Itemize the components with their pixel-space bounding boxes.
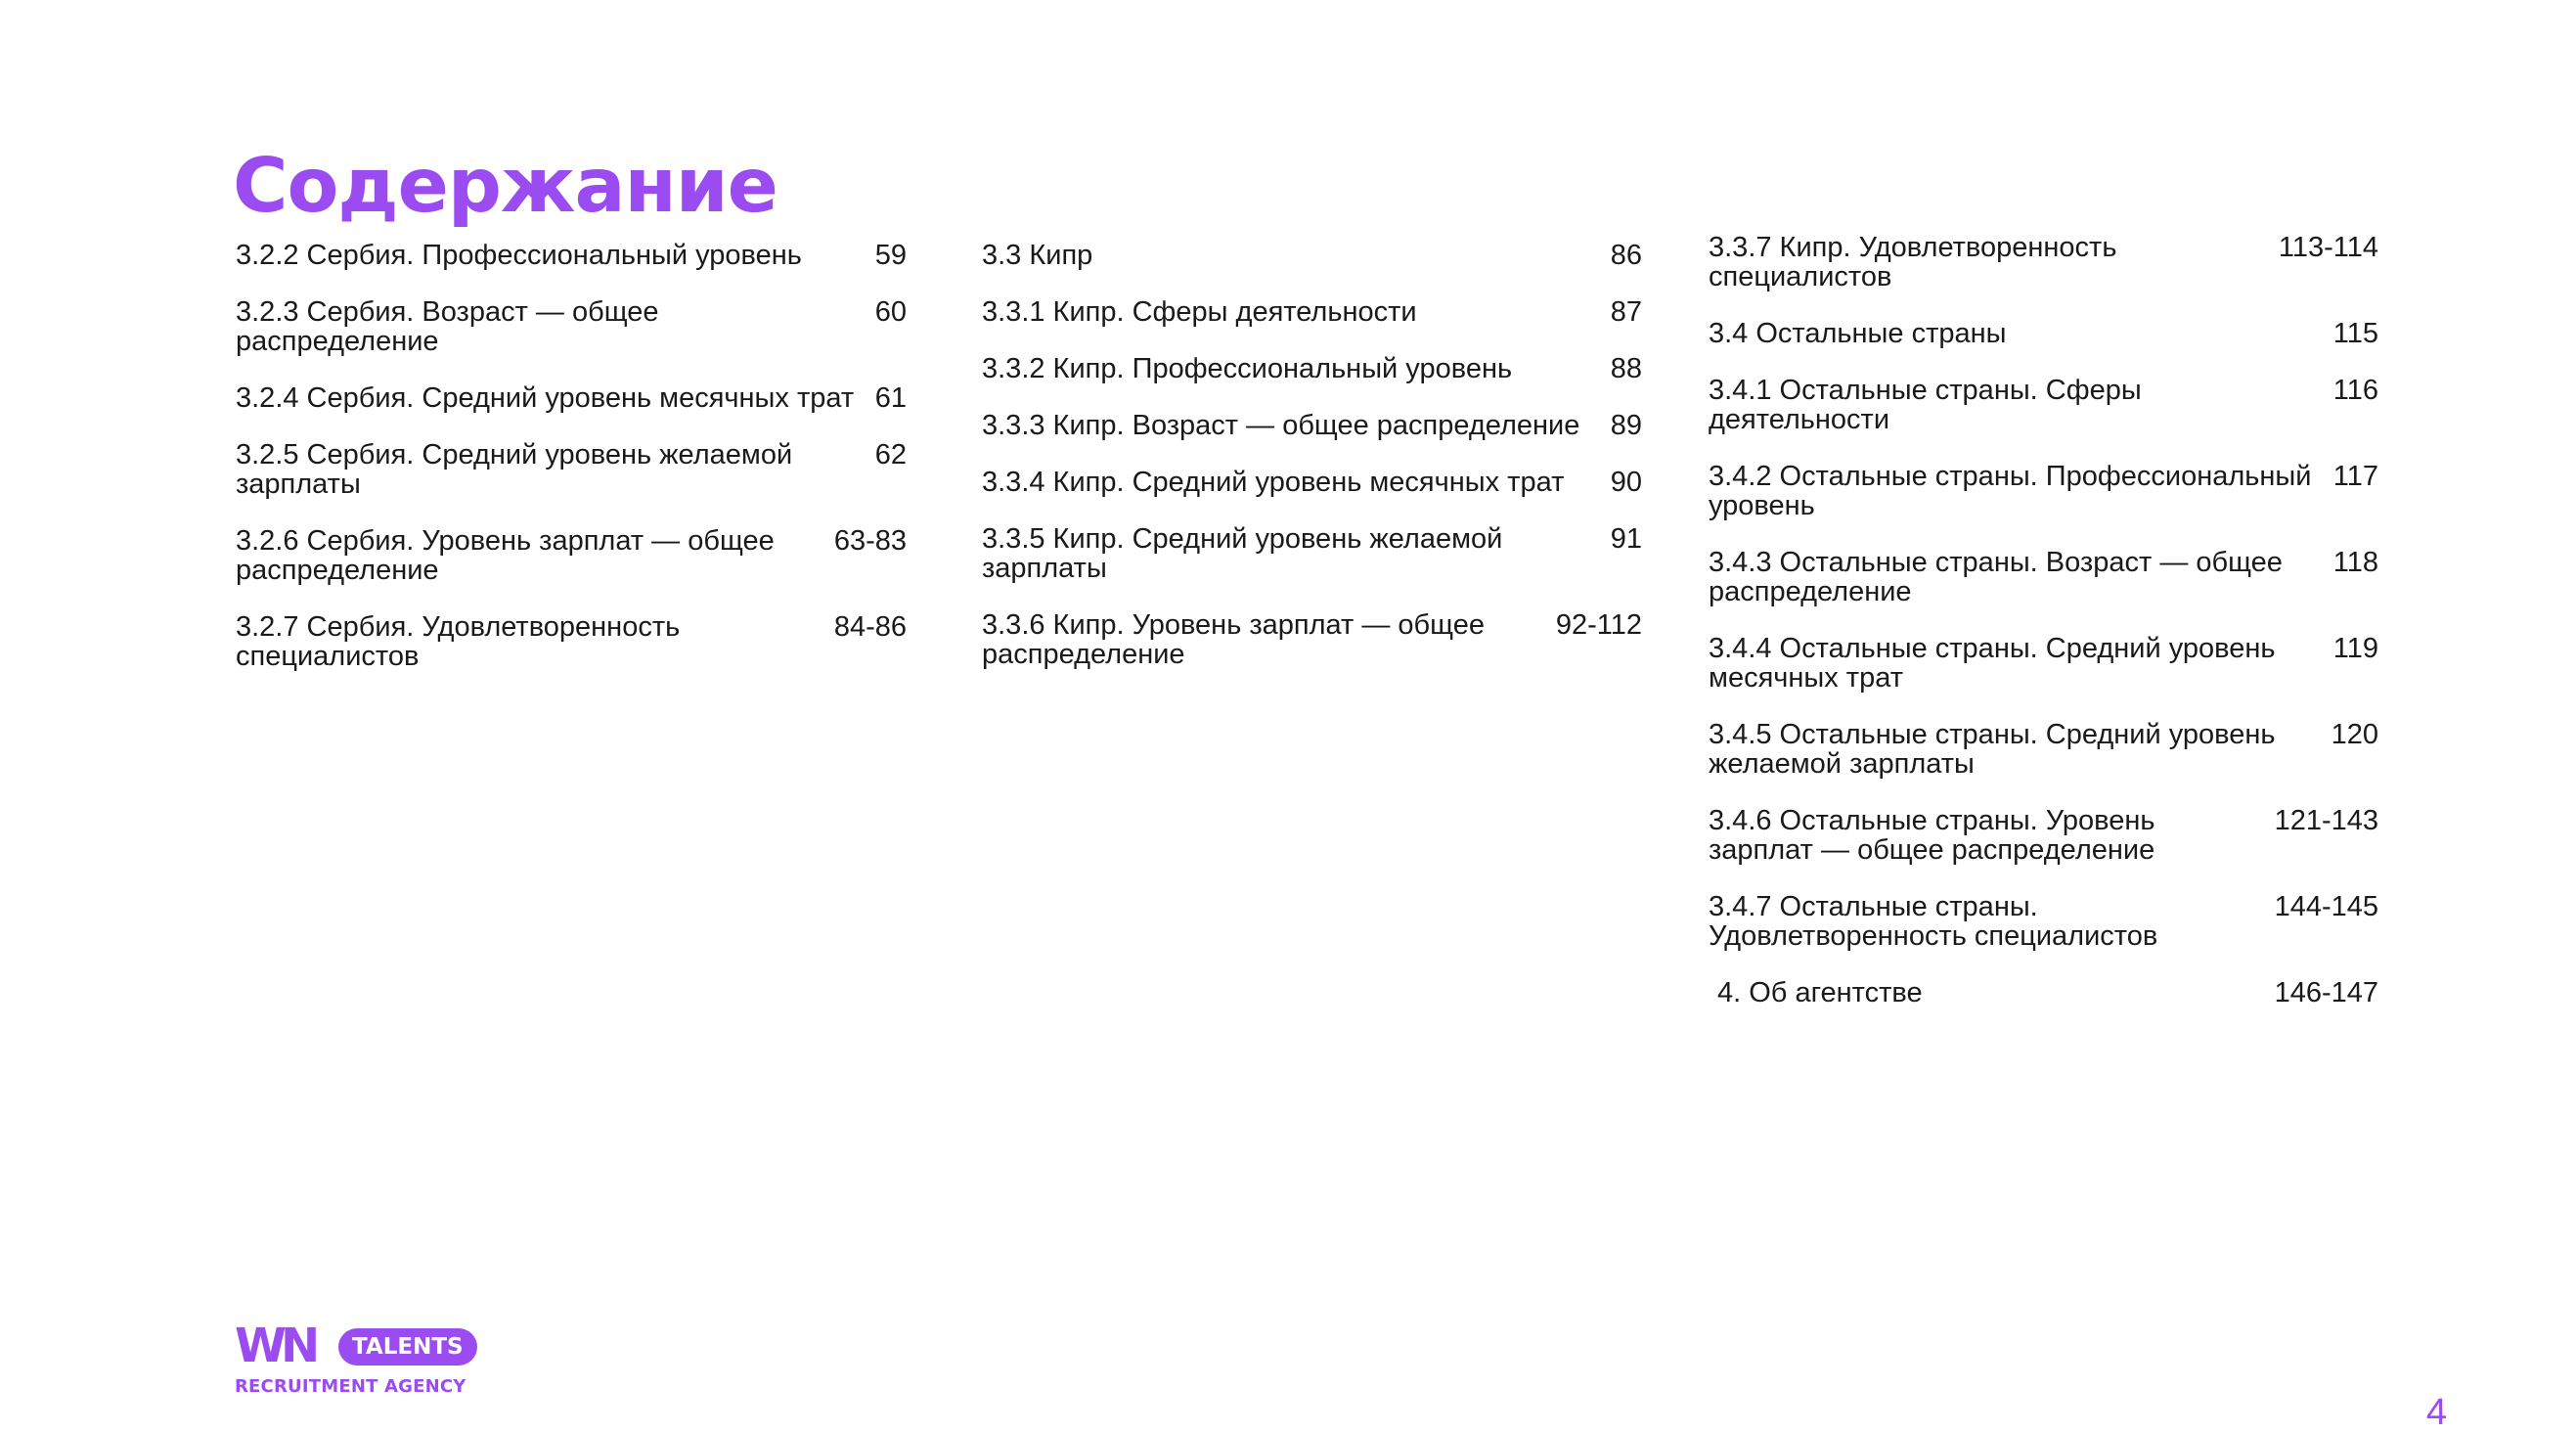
toc-entry-title: 3.4 Остальные страны (1709, 318, 2007, 349)
toc-entry[interactable] (236, 440, 907, 499)
logo-badge: TALENTS (338, 1328, 477, 1366)
toc-entry[interactable] (1709, 319, 2378, 348)
toc-entry-title: 3.4.4 Остальные страны. Средний уровень месячных трат (1709, 633, 2276, 694)
toc-entry-page: 120 (2331, 719, 2378, 750)
toc-column-1 (236, 241, 907, 671)
toc-entry[interactable] (236, 526, 907, 585)
toc-entry-page: 116 (2332, 375, 2378, 406)
toc-entry[interactable] (236, 241, 907, 270)
toc-entry[interactable] (982, 241, 1642, 270)
toc-entry[interactable] (982, 297, 1642, 327)
toc-entry[interactable] (236, 383, 907, 413)
toc-entry-title: 3.4.7 Остальные страны. Удовлетворенность специалистов (1709, 891, 2158, 952)
toc-entry-page: 89 (1610, 410, 1642, 441)
toc-entry-page: 146-147 (2274, 977, 2378, 1008)
toc-entry[interactable] (1709, 233, 2378, 291)
toc-entry-title: 3.4.3 Остальные страны. Возраст — общее распределение (1709, 547, 2283, 607)
toc-entry[interactable] (982, 524, 1642, 583)
company-logo (235, 1319, 489, 1401)
toc-entry[interactable] (1709, 892, 2378, 951)
page-title: Содержание (233, 142, 777, 230)
toc-entry-page: 84-86 (833, 611, 907, 643)
toc-entry-page: 117 (2332, 461, 2378, 492)
toc-entry[interactable] (982, 610, 1642, 669)
toc-entry-page: 113-114 (2278, 232, 2378, 263)
toc-entry-title: 3.3.1 Кипр. Сферы деятельности (982, 296, 1417, 328)
toc-entry-title: 3.4.2 Остальные страны. Профессиональный уровень (1709, 461, 2312, 521)
toc-entry-page: 87 (1610, 296, 1642, 328)
toc-entry[interactable] (1709, 462, 2378, 520)
toc-entry[interactable] (1709, 806, 2378, 865)
toc-entry-page: 62 (874, 439, 907, 470)
toc-entry-title: 3.2.4 Сербия. Средний уровень месячных трат (236, 382, 855, 414)
toc-entry[interactable] (1709, 548, 2378, 606)
toc-entry-title: 3.3.2 Кипр. Профессиональный уровень (982, 353, 1513, 384)
logo-mark: WN (235, 1319, 315, 1373)
toc-entry-title: 3.2.3 Сербия. Возраст — общее распределение (236, 296, 659, 357)
toc-entry-page: 118 (2332, 547, 2378, 578)
toc-entry-page: 119 (2332, 633, 2378, 664)
toc-entry-page: 86 (1610, 240, 1642, 271)
toc-entry-page: 61 (874, 382, 907, 414)
toc-column-3 (1709, 233, 2378, 1008)
toc-entry-title: 3.2.5 Сербия. Средний уровень желаемой зарплаты (236, 439, 793, 500)
logo-tagline: RECRUITMENT AGENCY (235, 1376, 466, 1397)
toc-entry-title: 3.2.7 Сербия. Удовлетворенность специалистов (236, 611, 681, 672)
toc-entry-title: 3.2.2 Сербия. Профессиональный уровень (236, 240, 802, 271)
toc-entry-page: 63-83 (833, 525, 907, 557)
toc-entry-page: 59 (874, 240, 907, 271)
toc-entry-page: 88 (1610, 353, 1642, 384)
toc-entry-title: 3.3.3 Кипр. Возраст — общее распределение (982, 410, 1580, 441)
toc-entry-page: 92-112 (1555, 609, 1642, 641)
toc-entry-page: 91 (1610, 523, 1642, 555)
toc-entry[interactable] (236, 612, 907, 671)
toc-entry[interactable] (1709, 634, 2378, 693)
toc-entry[interactable] (1709, 720, 2378, 779)
toc-entry-title: 3.3.6 Кипр. Уровень зарплат — общее распределение (982, 609, 1485, 670)
toc-entry-title: 3.4.1 Остальные страны. Сферы деятельности (1709, 375, 2142, 435)
toc-entry[interactable] (1709, 376, 2378, 434)
page-number: 4 (2425, 1392, 2447, 1433)
toc-entry-page: 121-143 (2274, 805, 2378, 836)
toc-entry-title: 3.3.4 Кипр. Средний уровень месячных трат (982, 467, 1565, 498)
toc-entry[interactable] (982, 354, 1642, 383)
toc-entry[interactable] (236, 297, 907, 356)
toc-entry-page: 115 (2332, 318, 2378, 349)
toc-entry[interactable] (982, 468, 1642, 497)
toc-entry-title: 4. Об агентстве (1717, 977, 1923, 1008)
toc-entry-page: 60 (874, 296, 907, 328)
toc-entry[interactable] (982, 411, 1642, 440)
toc-entry-title: 3.2.6 Сербия. Уровень зарплат — общее распределение (236, 525, 775, 586)
toc-entry-title: 3.3 Кипр (982, 240, 1093, 271)
toc-entry[interactable] (1709, 978, 2378, 1008)
toc-entry-page: 90 (1610, 467, 1642, 498)
toc-entry-page: 144-145 (2274, 891, 2378, 922)
toc-entry-title: 3.3.7 Кипр. Удовлетворенность специалистов (1709, 232, 2117, 292)
toc-entry-title: 3.3.5 Кипр. Средний уровень желаемой зарплаты (982, 523, 1503, 584)
toc-entry-title: 3.4.6 Остальные страны. Уровень зарплат — общее распределение (1709, 805, 2155, 866)
toc-column-2 (982, 241, 1642, 669)
toc-entry-title: 3.4.5 Остальные страны. Средний уровень желаемой зарплаты (1709, 719, 2276, 780)
